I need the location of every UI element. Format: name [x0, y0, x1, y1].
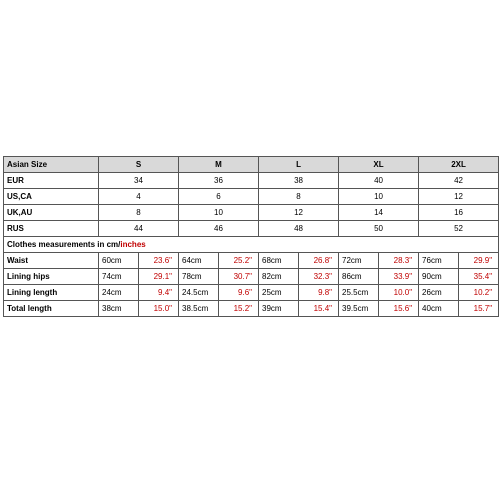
cm-cell: 68cm — [259, 253, 299, 269]
table-cell: 10 — [179, 205, 259, 221]
size-chart-table — [3, 156, 499, 317]
cm-cell: 39cm — [259, 301, 299, 317]
table-row — [4, 173, 499, 189]
table-cell: 44 — [99, 221, 179, 237]
size-header-row — [4, 157, 499, 173]
inch-cell: 32.3" — [299, 269, 339, 285]
inch-cell: 15.0" — [139, 301, 179, 317]
asian-size-header: Asian Size — [4, 157, 99, 173]
size-m-header: M — [179, 157, 259, 173]
inch-cell: 15.4" — [299, 301, 339, 317]
table-cell: 40 — [339, 173, 419, 189]
size-s-header: S — [99, 157, 179, 173]
row-label-total-length: Total length — [4, 301, 99, 317]
measurements-title-row — [4, 237, 499, 253]
measurements-title-inches: inches — [120, 239, 146, 249]
inch-cell: 29.9" — [459, 253, 499, 269]
cm-cell: 64cm — [179, 253, 219, 269]
cm-cell: 39.5cm — [339, 301, 379, 317]
cm-cell: 38.5cm — [179, 301, 219, 317]
inch-cell: 15.2" — [219, 301, 259, 317]
inch-cell: 23.6" — [139, 253, 179, 269]
size-xl-header: XL — [339, 157, 419, 173]
inch-cell: 9.4" — [139, 285, 179, 301]
row-label-us-ca: US,CA — [4, 189, 99, 205]
table-cell: 52 — [419, 221, 499, 237]
table-cell: 34 — [99, 173, 179, 189]
measurements-title — [4, 237, 499, 253]
table-cell: 48 — [259, 221, 339, 237]
measurements-title-prefix: Clothes measurements in cm/ — [7, 239, 121, 249]
table-row — [4, 221, 499, 237]
row-label-lining-hips: Lining hips — [4, 269, 99, 285]
inch-cell: 15.7" — [459, 301, 499, 317]
table-cell: 4 — [99, 189, 179, 205]
size-l-header: L — [259, 157, 339, 173]
table-row — [4, 205, 499, 221]
cm-cell: 38cm — [99, 301, 139, 317]
inch-cell: 28.3" — [379, 253, 419, 269]
inch-cell: 10.0" — [379, 285, 419, 301]
row-label-rus: RUS — [4, 221, 99, 237]
row-label-lining-length: Lining length — [4, 285, 99, 301]
table-cell: 50 — [339, 221, 419, 237]
row-label-uk-au: UK,AU — [4, 205, 99, 221]
row-label-eur: EUR — [4, 173, 99, 189]
table-cell: 16 — [419, 205, 499, 221]
cm-cell: 24cm — [99, 285, 139, 301]
cm-cell: 90cm — [419, 269, 459, 285]
inch-cell: 30.7" — [219, 269, 259, 285]
table-cell: 12 — [419, 189, 499, 205]
inch-cell: 35.4" — [459, 269, 499, 285]
row-label-waist: Waist — [4, 253, 99, 269]
table-cell: 8 — [259, 189, 339, 205]
inch-cell: 29.1" — [139, 269, 179, 285]
cm-cell: 78cm — [179, 269, 219, 285]
inch-cell: 26.8" — [299, 253, 339, 269]
table-cell: 14 — [339, 205, 419, 221]
cm-cell: 24.5cm — [179, 285, 219, 301]
inch-cell: 33.9" — [379, 269, 419, 285]
cm-cell: 60cm — [99, 253, 139, 269]
inch-cell: 9.8" — [299, 285, 339, 301]
cm-cell: 26cm — [419, 285, 459, 301]
table-cell: 8 — [99, 205, 179, 221]
table-cell: 36 — [179, 173, 259, 189]
table-row — [4, 269, 499, 285]
table-cell: 38 — [259, 173, 339, 189]
table-cell: 10 — [339, 189, 419, 205]
cm-cell: 86cm — [339, 269, 379, 285]
table-row — [4, 285, 499, 301]
table-cell: 42 — [419, 173, 499, 189]
cm-cell: 82cm — [259, 269, 299, 285]
cm-cell: 76cm — [419, 253, 459, 269]
table-cell: 46 — [179, 221, 259, 237]
cm-cell: 72cm — [339, 253, 379, 269]
inch-cell: 10.2" — [459, 285, 499, 301]
cm-cell: 40cm — [419, 301, 459, 317]
cm-cell: 25.5cm — [339, 285, 379, 301]
table-row — [4, 301, 499, 317]
size-2xl-header: 2XL — [419, 157, 499, 173]
table-row — [4, 253, 499, 269]
table-cell: 6 — [179, 189, 259, 205]
table-cell: 12 — [259, 205, 339, 221]
inch-cell: 25.2" — [219, 253, 259, 269]
table-row — [4, 189, 499, 205]
cm-cell: 74cm — [99, 269, 139, 285]
inch-cell: 9.6" — [219, 285, 259, 301]
inch-cell: 15.6" — [379, 301, 419, 317]
cm-cell: 25cm — [259, 285, 299, 301]
